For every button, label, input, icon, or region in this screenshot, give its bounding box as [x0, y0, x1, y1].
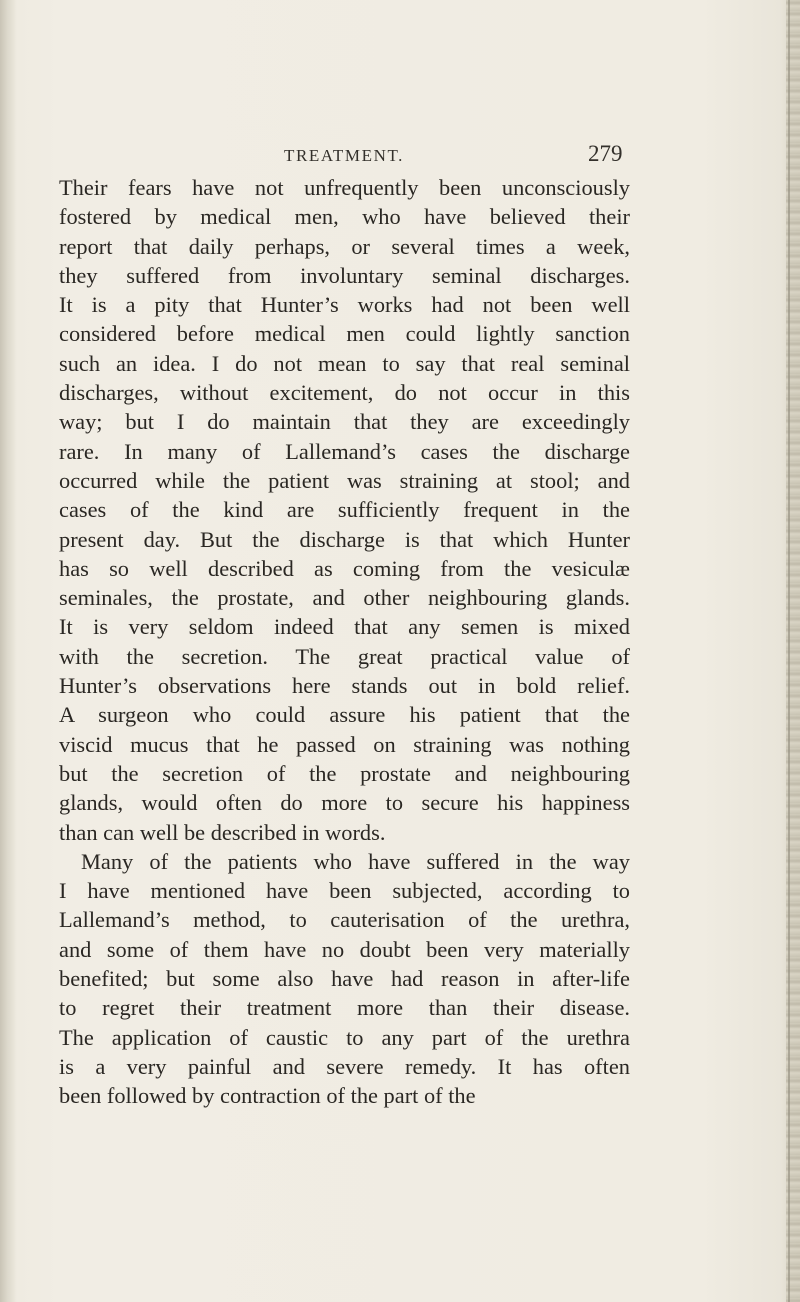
- paragraph-2: [59, 847, 630, 1111]
- paragraph-1: [59, 173, 630, 847]
- text-line: cases of the kind are sufficiently frequent in the: [59, 497, 630, 523]
- text-line: I have mentioned have been subjected, according to: [59, 878, 630, 904]
- text-line: to regret their treatment more than their disease.: [59, 995, 630, 1021]
- text-line: glands, would often do more to secure his happiness: [59, 790, 630, 816]
- text-line: The application of caustic to any part of the urethra: [59, 1024, 630, 1050]
- text-line: considered before medical men could lightly sanction: [59, 321, 630, 347]
- text-line: It is a pity that Hunter’s works had not been well: [59, 292, 630, 318]
- body-text: [59, 173, 630, 1111]
- page-edge-line: [788, 0, 790, 1302]
- text-line: A surgeon who could assure his patient that the: [59, 702, 630, 728]
- text-line: viscid mucus that he passed on straining was nothing: [59, 731, 630, 757]
- text-line: they suffered from involuntary seminal discharges.: [59, 262, 630, 288]
- text-line: seminales, the prostate, and other neighbouring glands.: [59, 585, 630, 611]
- text-line: report that daily perhaps, or several times a week,: [59, 233, 630, 259]
- text-line: Their fears have not unfrequently been unconsciously: [59, 175, 630, 200]
- text-line: Hunter’s observations here stands out in bold relief.: [59, 673, 630, 699]
- text-line: Lallemand’s method, to cauterisation of the urethra,: [59, 907, 630, 933]
- text-line: but the secretion of the prostate and neighbouring: [59, 760, 630, 786]
- text-line: rare. In many of Lallemand’s cases the discharge: [59, 438, 630, 464]
- text-line: present day. But the discharge is that which Hunter: [59, 526, 630, 552]
- text-line: benefited; but some also have had reason in after-life: [59, 966, 630, 992]
- page-gutter-shadow: [0, 0, 16, 1302]
- text-line: with the secretion. The great practical value of: [59, 643, 630, 669]
- running-head: TREATMENT.: [284, 146, 405, 165]
- text-line: way; but I do maintain that they are exceedingly: [59, 409, 630, 435]
- text-line: has so well described as coming from the vesiculæ: [59, 555, 630, 581]
- text-line: fostered by medical men, who have believed their: [59, 204, 630, 230]
- text-line: discharges, without excitement, do not occur in this: [59, 380, 630, 406]
- text-line: such an idea. I do not mean to say that real seminal: [59, 350, 630, 376]
- page-header: [0, 141, 800, 170]
- text-line: and some of them have no doubt been very materially: [59, 936, 630, 962]
- text-line: occurred while the patient was straining at stool; and: [59, 467, 630, 493]
- text-line: been followed by contraction of the part of the: [59, 1083, 476, 1109]
- text-line: is a very painful and severe remedy. It has often: [59, 1053, 630, 1079]
- text-line: It is very seldom indeed that any semen is mixed: [59, 614, 630, 640]
- text-line: Many of the patients who have suffered in the way: [81, 848, 630, 874]
- page-number: 279: [588, 141, 623, 166]
- text-line: than can well be described in words.: [59, 819, 386, 845]
